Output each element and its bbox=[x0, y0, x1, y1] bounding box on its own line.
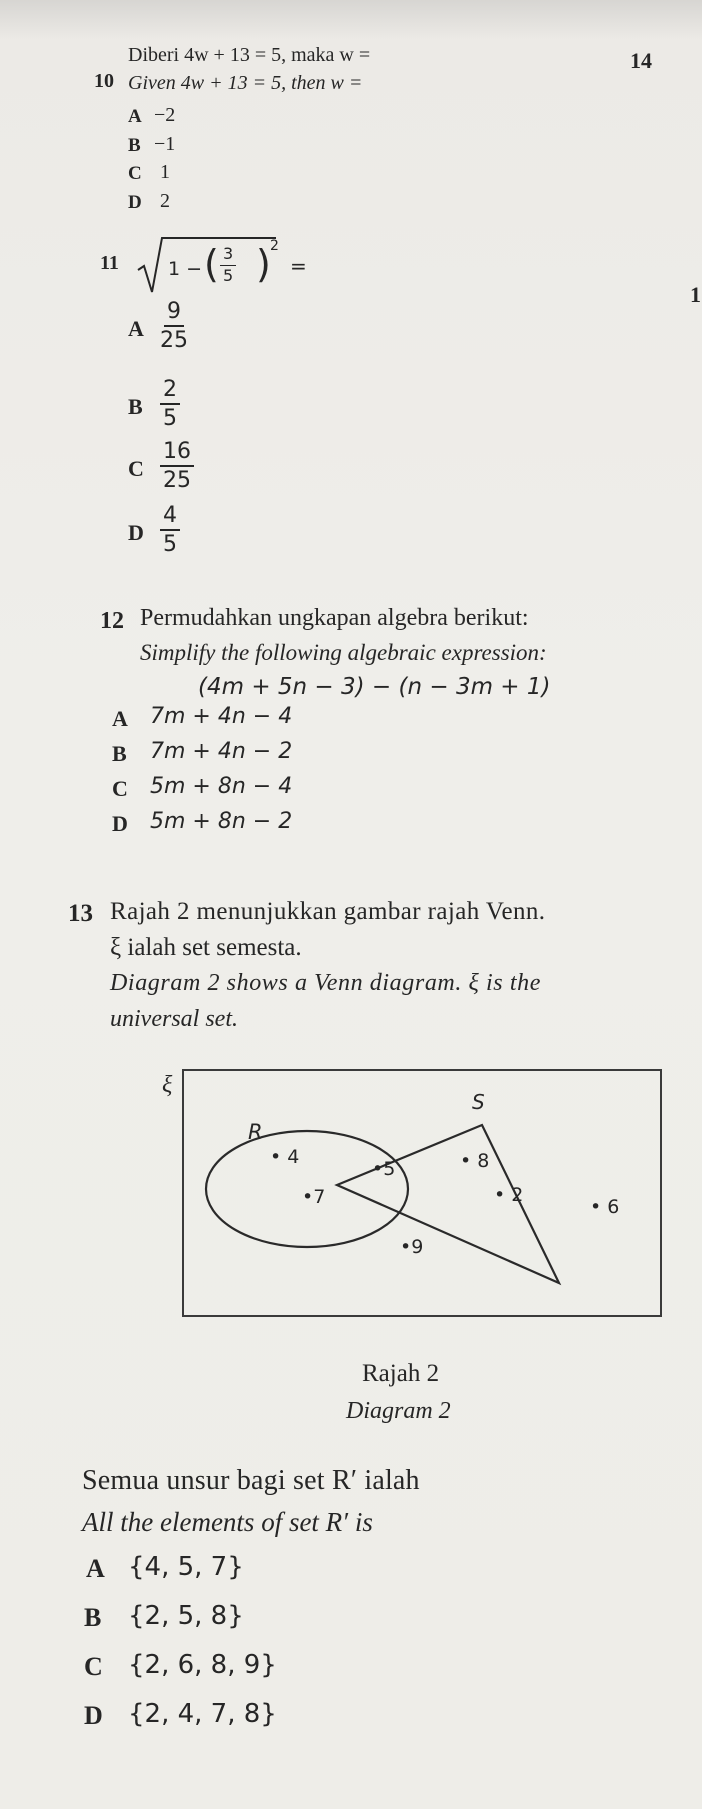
q12-number: 12 bbox=[100, 608, 124, 634]
q10-option-b-value[interactable]: −1 bbox=[154, 133, 176, 155]
q11-expr-paren-close: ) bbox=[256, 242, 271, 286]
q12-option-a-value[interactable]: 7m + 4n − 4 bbox=[150, 704, 293, 729]
q12-option-c-letter: C bbox=[112, 776, 128, 801]
q10-option-a-letter: A bbox=[128, 106, 142, 127]
q11-option-c-letter: C bbox=[128, 456, 144, 481]
q11-option-b-den: 5 bbox=[163, 406, 177, 432]
q10-malay: Diberi 4w + 13 = 5, maka w = bbox=[128, 44, 371, 66]
q11-option-b-num: 2 bbox=[160, 378, 180, 405]
venn-element-9-value: 9 bbox=[411, 1236, 424, 1258]
q11-option-d-value[interactable] bbox=[160, 504, 180, 556]
q13-option-d-letter: D bbox=[84, 1701, 103, 1730]
q11-option-b-letter: B bbox=[128, 394, 143, 419]
universal-set-box bbox=[183, 1070, 661, 1316]
set-s-label: S bbox=[472, 1090, 485, 1114]
q13-english-line2: universal set. bbox=[110, 1006, 238, 1032]
q11-option-c-value[interactable] bbox=[160, 440, 194, 492]
venn-element-2-value: 2 bbox=[511, 1184, 524, 1206]
q13-malay-line2: ξ ialah set semesta. bbox=[110, 934, 302, 961]
q11-expr-fraction bbox=[220, 246, 236, 285]
q13-number: 13 bbox=[68, 900, 93, 927]
venn-diagram bbox=[150, 1066, 670, 1322]
q11-option-d-den: 5 bbox=[163, 532, 177, 558]
q13-option-b-letter: B bbox=[84, 1603, 102, 1632]
q13-option-c-letter: C bbox=[84, 1652, 103, 1681]
q10-number: 10 bbox=[94, 70, 114, 92]
q11-option-a-num: 9 bbox=[164, 300, 184, 327]
venn-element-8: • 8 bbox=[460, 1150, 490, 1172]
venn-element-4-value: 4 bbox=[287, 1146, 300, 1168]
q13-malay-line1: Rajah 2 menunjukkan gambar rajah Venn. bbox=[110, 898, 546, 925]
q11-expr-paren: ( bbox=[204, 242, 219, 286]
page-number-partial: 1 bbox=[690, 282, 701, 307]
set-s-triangle bbox=[337, 1125, 559, 1283]
page-number: 14 bbox=[630, 48, 652, 73]
venn-element-7-value: 7 bbox=[313, 1186, 326, 1208]
q13-option-a-letter: A bbox=[86, 1554, 105, 1583]
q13-english-line1: Diagram 2 shows a Venn diagram. ξ is the bbox=[110, 970, 541, 996]
q11-number: 11 bbox=[100, 252, 119, 274]
q12-option-d-letter: D bbox=[112, 811, 128, 836]
universal-set-symbol: ξ bbox=[162, 1072, 173, 1098]
q12-option-a-letter: A bbox=[112, 706, 128, 731]
venn-element-6-value: 6 bbox=[607, 1196, 620, 1218]
q12-option-d-value[interactable]: 5m + 8n − 2 bbox=[150, 809, 293, 834]
q13-question-malay: Semua unsur bagi set R′ ialah bbox=[82, 1465, 420, 1496]
q10-option-d-letter: D bbox=[128, 192, 142, 213]
q10-option-a-value[interactable]: −2 bbox=[154, 104, 176, 126]
q12-malay: Permudahkan ungkapan algebra berikut: bbox=[140, 605, 529, 631]
venn-element-2: • 2 bbox=[494, 1184, 524, 1206]
q11-option-c-num: 16 bbox=[160, 440, 194, 467]
q11-option-a-value[interactable] bbox=[160, 300, 188, 352]
q11-expr-equals: = bbox=[290, 254, 307, 278]
q10-option-c-value[interactable]: 1 bbox=[160, 161, 170, 183]
venn-element-5-value: 5 bbox=[383, 1158, 396, 1180]
q10-option-c-letter: C bbox=[128, 163, 142, 184]
q12-expression: (4m + 5n − 3) − (n − 3m + 1) bbox=[198, 674, 551, 700]
q13-option-b-value[interactable]: {2, 5, 8} bbox=[128, 1601, 244, 1631]
q11-expr-den: 5 bbox=[223, 265, 234, 285]
q13-option-a-value[interactable]: {4, 5, 7} bbox=[128, 1552, 244, 1582]
q11-option-d-num: 4 bbox=[160, 504, 180, 531]
set-r-label: R bbox=[248, 1120, 263, 1144]
q12-option-b-value[interactable]: 7m + 4n − 2 bbox=[150, 739, 293, 764]
q11-option-a-letter: A bbox=[128, 316, 144, 341]
venn-element-9: •9 bbox=[400, 1236, 424, 1258]
q11-expr-num: 3 bbox=[220, 246, 236, 266]
q11-option-d-letter: D bbox=[128, 520, 144, 545]
page-shadow bbox=[0, 0, 702, 40]
venn-element-8-value: 8 bbox=[477, 1150, 490, 1172]
venn-element-4: • 4 bbox=[270, 1146, 300, 1168]
venn-element-7: •7 bbox=[302, 1186, 326, 1208]
diagram-caption-english: Diagram 2 bbox=[346, 1398, 451, 1424]
q11-option-b-value[interactable] bbox=[160, 378, 180, 430]
q10-english: Given 4w + 13 = 5, then w = bbox=[128, 72, 363, 94]
q11-option-c-den: 25 bbox=[163, 468, 191, 494]
diagram-caption-malay: Rajah 2 bbox=[362, 1360, 440, 1387]
q13-option-d-value[interactable]: {2, 4, 7, 8} bbox=[128, 1699, 277, 1729]
q11-option-a-den: 25 bbox=[160, 328, 188, 354]
q13-question-english: All the elements of set R′ is bbox=[82, 1507, 373, 1537]
q12-english: Simplify the following algebraic expression: bbox=[140, 640, 547, 665]
venn-element-6: • 6 bbox=[590, 1196, 620, 1218]
q11-expr-one: 1 − bbox=[168, 258, 203, 280]
q13-option-c-value[interactable]: {2, 6, 8, 9} bbox=[128, 1650, 277, 1680]
q12-option-c-value[interactable]: 5m + 8n − 4 bbox=[150, 774, 293, 799]
q10-option-b-letter: B bbox=[128, 135, 141, 156]
q12-option-b-letter: B bbox=[112, 741, 127, 766]
q11-expr-power: 2 bbox=[270, 238, 279, 254]
venn-element-5: •5 bbox=[372, 1158, 396, 1180]
q10-option-d-value[interactable]: 2 bbox=[160, 190, 170, 212]
